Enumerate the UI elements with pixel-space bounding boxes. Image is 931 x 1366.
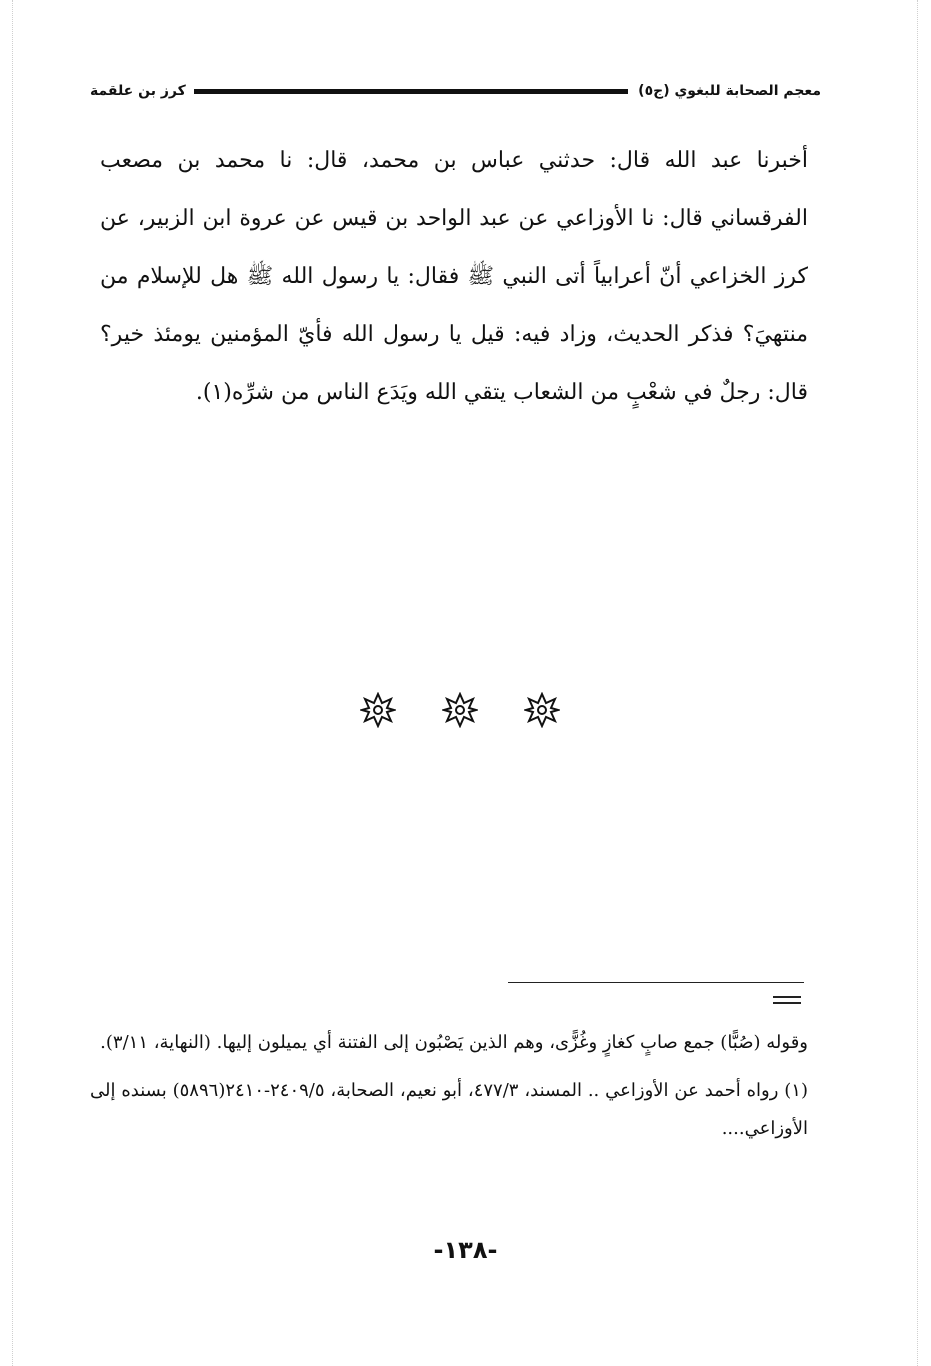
book-title: معجم الصحابة للبغوي (ج٥) — [638, 83, 821, 99]
eight-point-star-icon — [360, 692, 396, 728]
footnote-continued: وقوله (صُبًّا) جمع صابٍ كغازٍ وغُزًّى، وهم الذين يَصْبُون إلى الفتنة أي يميلون إليها. (النهاية، ٣/١١). — [100, 1032, 808, 1053]
eight-point-star-icon — [442, 692, 478, 728]
main-text: أخبرنا عبد الله قال: حدثني عباس بن محمد، قال: نا محمد بن مصعب الفرقساني قال: نا الأوزاعي عن عبد الواحد بن قيس عن عروة ابن الزبير، عن كرز الخزاعي أنّ أعرابياً أتى النبي ﷺ فقال: يا رسول الله ﷺ هل للإسلام من منتهيَ؟ فذكر الحديث، وزاد فيه: قيل يا رسول الله فأيّ المؤمنين يومئذ خير؟ قال: رجلٌ في شعْبٍ من الشعاب يتقي الله ويَدَع الناس من شرِّه(١). — [100, 148, 808, 405]
footnotes — [90, 1024, 808, 1158]
footnote-1: (١) رواه أحمد عن الأوزاعي .. المسند، ٤٧٧/٣، أبو نعيم، الصحابة، ٢٤٠٩/٥-٢٤١٠(٥٨٩٦) بسنده إلى الأوزاعي.... — [90, 1080, 808, 1139]
eight-point-star-icon — [524, 692, 560, 728]
header-rule — [194, 89, 628, 94]
scan-margin-right — [917, 0, 918, 1366]
section-separator — [360, 690, 560, 730]
page-number: -١٣٨- — [433, 1236, 498, 1264]
entry-name: كرز بن علقمة — [90, 83, 186, 99]
footnote-rule — [508, 982, 804, 983]
footnote-continuation-mark — [773, 996, 801, 1010]
scan-margin-left — [12, 0, 13, 1366]
running-header — [90, 76, 821, 106]
